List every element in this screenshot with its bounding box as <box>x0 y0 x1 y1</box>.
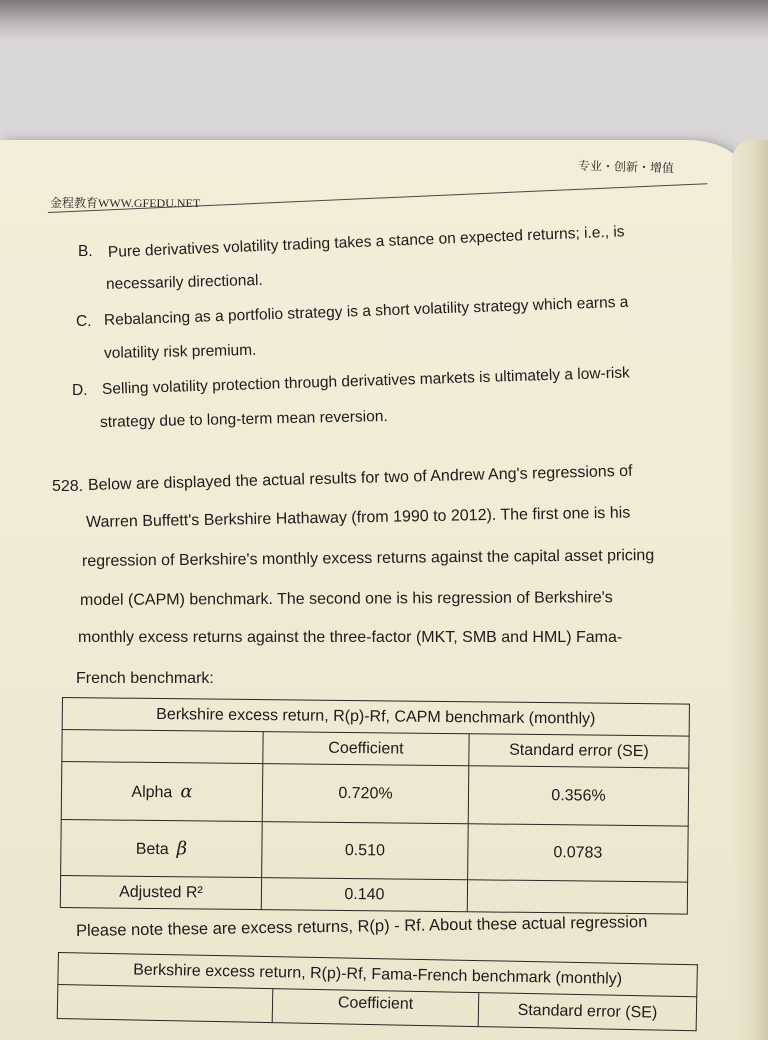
adjusted-r2-coefficient: 0.140 <box>261 878 467 912</box>
alpha-label-cell <box>61 762 263 822</box>
table-row <box>60 875 687 914</box>
table1-title: Berkshire excess return, R(p)-Rf, CAPM benchmark (monthly) <box>62 698 689 737</box>
capm-regression-table <box>60 697 690 915</box>
question-line-1: Below are displayed the actual results for two of Andrew Ang's regressions of <box>87 462 633 494</box>
alpha-label: Alpha <box>131 783 173 802</box>
table2-header-blank <box>57 985 273 1023</box>
question-line-6: French benchmark: <box>76 670 214 687</box>
beta-label: Beta <box>135 840 169 859</box>
beta-se: 0.0783 <box>468 824 689 882</box>
adjusted-r2-se <box>467 880 687 914</box>
question-line-3: regression of Berkshire's monthly excess returns against the capital asset pricing <box>81 547 655 570</box>
option-b-line1: Pure derivatives volatility trading takes a stance on expected returns; i.e., is <box>107 223 625 261</box>
option-b-letter: B. <box>78 243 93 260</box>
alpha-se: 0.356% <box>468 766 689 826</box>
option-d-line2: strategy due to long-term mean reversion. <box>99 407 388 431</box>
question-line-5: monthly excess returns against the three-factor (MKT, SMB and HML) Fama- <box>78 629 623 646</box>
table1-header-se: Standard error (SE) <box>469 734 689 768</box>
beta-symbol: β <box>176 838 188 860</box>
question-number: 528. <box>52 478 84 495</box>
option-c-line1: Rebalancing as a portfolio strategy is a short volatility strategy which earns a <box>103 293 629 329</box>
beta-label-cell <box>61 819 263 877</box>
question-line-4: model (CAPM) benchmark. The second one is his regression of Berkshire's <box>79 589 613 609</box>
option-d-line1: Selling volatility protection through derivatives markets is ultimately a low-risk <box>101 364 631 398</box>
option-b-line2: necessarily directional. <box>105 271 263 293</box>
background-shadow <box>0 0 768 40</box>
table2-title: Berkshire excess return, R(p)-Rf, Fama-French benchmark (monthly) <box>58 953 697 997</box>
fama-french-regression-table <box>57 952 698 1031</box>
option-c-line2: volatility risk premium. <box>103 341 257 362</box>
question-line-2: Warren Buffett's Berkshire Hathaway (from 1990 to 2012). The first one is his <box>85 504 631 531</box>
page-edge <box>732 140 768 1040</box>
alpha-coefficient: 0.720% <box>262 764 469 824</box>
beta-coefficient: 0.510 <box>262 822 469 880</box>
header-slogan: 专业・创新・增值 <box>577 158 675 176</box>
table-row <box>61 762 689 827</box>
alpha-symbol: α <box>180 781 193 803</box>
option-d-letter: D. <box>72 382 88 399</box>
header-website: 金程教育WWW.GFEDU.NET <box>50 196 201 210</box>
table1-header-coefficient: Coefficient <box>263 732 469 766</box>
note-text: Please note these are excess returns, R(p) - Rf. About these actual regression <box>75 913 648 940</box>
table2-header-coefficient: Coefficient <box>272 989 479 1027</box>
table2-header-se: Standard error (SE) <box>478 993 697 1031</box>
table1-header-blank <box>62 730 263 764</box>
adjusted-r2-label: Adjusted R² <box>60 875 261 909</box>
table-row <box>61 819 689 882</box>
option-c-letter: C. <box>76 313 92 330</box>
